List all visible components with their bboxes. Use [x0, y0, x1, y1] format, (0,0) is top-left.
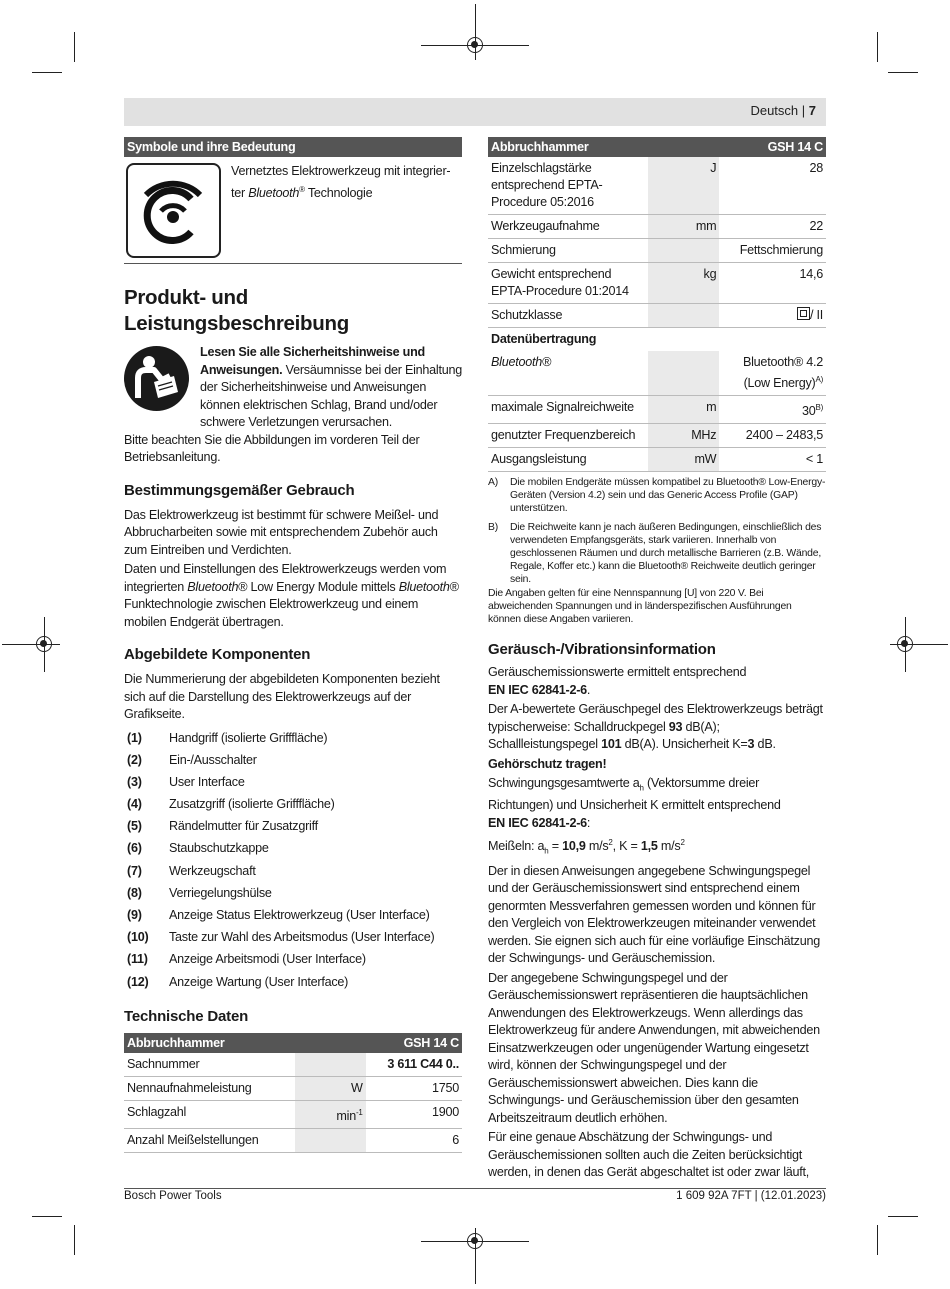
row-label: maximale Signalreichweite	[488, 396, 648, 424]
noise-p1: Geräuschemissionswerte ermittelt entsprechend	[488, 665, 747, 680]
item-number: (6)	[127, 841, 142, 856]
row-value: 1750	[366, 1076, 462, 1100]
item-number: (10)	[127, 930, 149, 945]
footnote-a: A) Die mobilen Endgeräte müssen kompatibel zu Bluetooth® Low-Energy-Geräten (Version 4.2) sein und das Generic Access Profile (GAP) unterstützen.	[488, 477, 826, 515]
crop-mark	[74, 32, 75, 62]
row-label: Nennaufnahmeleistung	[124, 1076, 295, 1100]
table-row	[488, 448, 826, 472]
table-row	[488, 396, 826, 424]
row-value: $30^{B)}$	[719, 396, 826, 424]
row-unit	[295, 1128, 366, 1152]
row-value: 14,6	[719, 263, 826, 304]
row-label: Schmierung	[488, 239, 648, 263]
table-row	[488, 239, 826, 263]
row-unit: MHz	[648, 424, 719, 448]
row-value: 1900	[366, 1100, 462, 1128]
header-language: Deutsch	[750, 103, 799, 118]
data-transfer-heading: Datenübertragung	[491, 332, 597, 346]
noise-p7: Für eine genaue Abschätzung der Schwingungs- und Geräuschemissionen sollten auch die Zeiten berücksichtigt werden, in denen das Gerät abgeschaltet ist oder zwar läuft,	[488, 1130, 810, 1180]
row-unit	[648, 239, 719, 263]
list-item	[124, 727, 462, 749]
safety-block	[124, 344, 462, 432]
protection-class-icon	[797, 307, 810, 320]
intended-use-para1: Das Elektrowerkzeug ist bestimmt für schwere Meißel- und Abbrucharbeiten sowie mit entsprechendem Zubehör auch zum Eintreiben und Verdichten.	[124, 507, 439, 557]
crop-mark	[877, 32, 878, 62]
table-subheading-row	[488, 328, 826, 352]
item-label: Rändelmutter für Zusatzgriff	[169, 819, 318, 834]
row-unit: J	[648, 157, 719, 215]
symbol-text-2: ter Bluetooth® Technologie	[231, 184, 373, 200]
bluetooth-symbol-description	[231, 163, 450, 258]
row-label: Sachnummer	[124, 1053, 295, 1077]
ear-protection: Gehörschutz tragen!	[488, 756, 607, 771]
row-label: Gewicht entsprechend EPTA-Procedure 01:2014	[488, 263, 648, 304]
right-column	[488, 137, 826, 1182]
row-unit: $\min^{-1}$	[295, 1100, 366, 1128]
registration-target-icon	[467, 37, 483, 53]
row-unit: kg	[648, 263, 719, 304]
tech-data-table-right	[488, 157, 826, 472]
noise-p3-std: EN IEC 62841-2-6:	[488, 815, 591, 830]
row-label: Werkzeugaufnahme	[488, 215, 648, 239]
noise-p1-std: EN IEC 62841-2-6.	[488, 682, 591, 697]
row-value: < 1	[719, 448, 826, 472]
list-item	[124, 926, 462, 948]
table-row	[124, 1053, 462, 1077]
item-number: (5)	[127, 819, 142, 834]
item-number: (2)	[127, 752, 142, 767]
crop-mark	[877, 1225, 878, 1255]
item-label: Werkzeugschaft	[169, 863, 256, 878]
item-number: (1)	[127, 730, 142, 745]
table-row	[488, 304, 826, 328]
left-column	[124, 137, 462, 1153]
table-row	[124, 1128, 462, 1152]
row-unit	[648, 304, 719, 328]
item-number: (11)	[127, 952, 148, 967]
page-title-line2: Leistungsbeschreibung	[124, 312, 349, 335]
row-label: Bluetooth®	[488, 351, 648, 396]
row-unit: m	[648, 396, 719, 424]
intended-use-para2: Daten und Einstellungen des Elektrowerkzeugs werden vom integrierten Bluetooth® Low Energy Module mittels Bluetooth® Funktechnologie zwischen Elektrowerkzeug und einem mobilen Endgerät übertragen.	[124, 562, 459, 629]
item-label: Anzeige Wartung (User Interface)	[169, 974, 349, 989]
noise-p2: Der A-bewertete Geräuschpegel des Elektrowerkzeugs beträgt typischerweise: Schalldruckpegel 93 dB(A); Schallleistungspegel 101 dB(A). Unsicherheit K=3 dB.	[488, 702, 823, 752]
list-item	[124, 771, 462, 793]
list-item	[124, 793, 462, 815]
list-item	[124, 815, 462, 837]
crop-mark	[888, 1216, 918, 1217]
item-label: Zusatzgriff (isolierte Grifffläche)	[169, 797, 335, 812]
list-item	[124, 860, 462, 882]
footer-rule	[124, 1188, 826, 1189]
figures-note: Bitte beachten Sie die Abbildungen im vorderen Teil der Betriebsanleitung.	[124, 432, 420, 464]
table-row	[124, 1076, 462, 1100]
item-number: (4)	[127, 797, 142, 812]
noise-p4: Meißeln: $a_h = 10,9$ $m/s^2$, K = 1,5 $m/s^2$	[488, 838, 685, 857]
connectivity-icon	[126, 163, 221, 258]
product-title	[124, 285, 462, 337]
row-unit: W	[295, 1076, 366, 1100]
tech-table-header-right: Abbruchhammer GSH 14 C	[488, 137, 826, 157]
crop-mark	[888, 72, 918, 73]
table-row	[488, 215, 826, 239]
list-item	[124, 948, 462, 970]
components-heading: Abgebildete Komponenten	[124, 646, 311, 663]
crop-mark	[32, 1216, 62, 1217]
item-number: (9)	[127, 908, 142, 922]
row-value: 6	[366, 1128, 462, 1152]
row-label: Schutzklasse	[488, 304, 648, 328]
footer-left: Bosch Power Tools	[124, 1190, 222, 1202]
row-unit: mm	[648, 215, 719, 239]
tech-data-heading: Technische Daten	[124, 1007, 249, 1025]
item-number: (3)	[127, 774, 142, 789]
row-value: 3 611 C44 0..	[366, 1053, 462, 1077]
list-item	[124, 971, 462, 993]
item-number: (12)	[127, 974, 149, 989]
divider	[124, 263, 462, 264]
row-value: Fettschmierung	[719, 239, 826, 263]
item-label: Anzeige Status Elektrowerkzeug (User Interface)	[169, 908, 430, 922]
tech-data-table-left	[124, 1053, 462, 1153]
list-item	[124, 837, 462, 859]
row-value: / II	[719, 304, 826, 328]
page-header: Deutsch | 7	[750, 103, 816, 118]
crop-mark	[74, 1225, 75, 1255]
table-row	[488, 263, 826, 304]
row-label: Schlagzahl	[124, 1100, 295, 1128]
row-value: 28	[719, 157, 826, 215]
item-label: Staubschutzkappe	[169, 841, 269, 856]
components-list	[124, 727, 462, 993]
voltage-note: Die Angaben gelten für eine Nennspannung [U] von 220 V. Bei abweichenden Spannungen und in länderspezifischen Ausführungen können diese Angaben variieren.	[488, 588, 792, 626]
row-label: Einzelschlagstärke entsprechend EPTA-Procedure 05:2016	[488, 157, 648, 215]
footnote-b: B) Die Reichweite kann je nach äußeren Bedingungen, einschließlich des verwendeten Empfangsgeräts, stark variieren. Innerhalb von geschlossenen Räumen und durch metallische Barrieren (z.B. Wände, Regale, Koffer etc.) kann die Bluetooth® Reichweite deutlich geringer sein.	[488, 522, 822, 586]
table-row	[124, 1100, 462, 1128]
noise-heading: Geräusch-/Vibrationsinformation	[488, 641, 716, 659]
row-label: Ausgangsleistung	[488, 448, 648, 472]
row-value: 22	[719, 215, 826, 239]
table-row	[488, 351, 826, 396]
registration-target-icon	[897, 636, 913, 652]
row-value: 2400 – 2483,5	[719, 424, 826, 448]
registration-target-icon	[36, 636, 52, 652]
item-label: User Interface	[169, 774, 245, 789]
list-item	[124, 749, 462, 771]
noise-p3: Schwingungsgesamtwerte $a_h$ (Vektorsumme dreier Richtungen) und Unsicherheit K ermittelt entsprechend	[488, 776, 781, 813]
row-value: Bluetooth® 4.2 (Low Energy)$^{A)}$	[719, 351, 826, 396]
registration-target-icon	[467, 1233, 483, 1249]
page-title-line1: Produkt- und	[124, 286, 248, 309]
list-item	[124, 904, 462, 926]
row-label: genutzter Frequenzbereich	[488, 424, 648, 448]
symbol-row	[124, 163, 462, 258]
row-label: Anzahl Meißelstellungen	[124, 1128, 295, 1152]
row-unit	[295, 1053, 366, 1077]
item-label: Handgriff (isolierte Grifffläche)	[169, 730, 328, 745]
symbol-text: Vernetztes Elektrowerkzeug mit integrier-	[231, 164, 451, 178]
list-item	[124, 882, 462, 904]
tech-table-header: Abbruchhammer GSH 14 C	[124, 1033, 462, 1053]
item-label: Anzeige Arbeitsmodi (User Interface)	[169, 952, 366, 967]
item-label: Taste zur Wahl des Arbeitsmodus (User Interface)	[169, 930, 435, 945]
components-intro: Die Nummerierung der abgebildeten Komponenten bezieht sich auf die Darstellung des Elektrowerkzeugs auf der Grafikseite.	[124, 672, 440, 721]
item-label: Verriegelungshülse	[169, 885, 272, 900]
read-manual-icon	[124, 346, 189, 411]
crop-mark	[32, 72, 62, 73]
table-row	[488, 157, 826, 215]
row-unit	[648, 351, 719, 396]
item-label: Ein-/Ausschalter	[169, 752, 257, 767]
item-number: (8)	[127, 885, 142, 900]
intended-use-heading: Bestimmungsgemäßer Gebrauch	[124, 481, 355, 499]
item-number: (7)	[127, 863, 142, 878]
noise-p6: Der angegebene Schwingungspegel und der Geräuschemissionswert repräsentieren die hauptsächlichen Anwendungen des Elektrowerkzeugs. Wenn allerdings das Elektrowerkzeug für andere Anwendungen, mit abweichenden Einsatzwerkzeugen oder ungenügender Wartung eingesetzt wird, können der Schwingungspegel und der Geräuschemissionswert abweichen. Dies kann die Schwingungs- und Geräuschemission über den gesamten Arbeitszeitraum deutlich erhöhen.	[488, 970, 820, 1125]
table-row	[488, 424, 826, 448]
row-unit: mW	[648, 448, 719, 472]
footer-right: 1 609 92A 7FT | (12.01.2023)	[676, 1190, 826, 1202]
safety-text: Lesen Sie alle Sicherheitshinweise und Anweisungen. Versäumnisse bei der Einhaltung der Sicherheitshinweise und Anweisungen können elektrischen Schlag, Brand und/oder schwere Verletzungen verursachen.	[200, 345, 462, 429]
page-header-band	[124, 98, 826, 126]
noise-p5: Der in diesen Anweisungen angegebene Schwingungspegel und der Geräuschemissionswert sind entsprechend einem genormten Messverfahren gemessen worden und können für den Vergleich von Elektrowerkzeugen miteinander verwendet werden. Sie eignen sich auch für eine vorläufige Einschätzung der Schwingungs- und Geräuschemission.	[488, 863, 820, 966]
page-number: 7	[808, 103, 816, 118]
symbols-heading: Symbole und ihre Bedeutung	[124, 137, 462, 157]
